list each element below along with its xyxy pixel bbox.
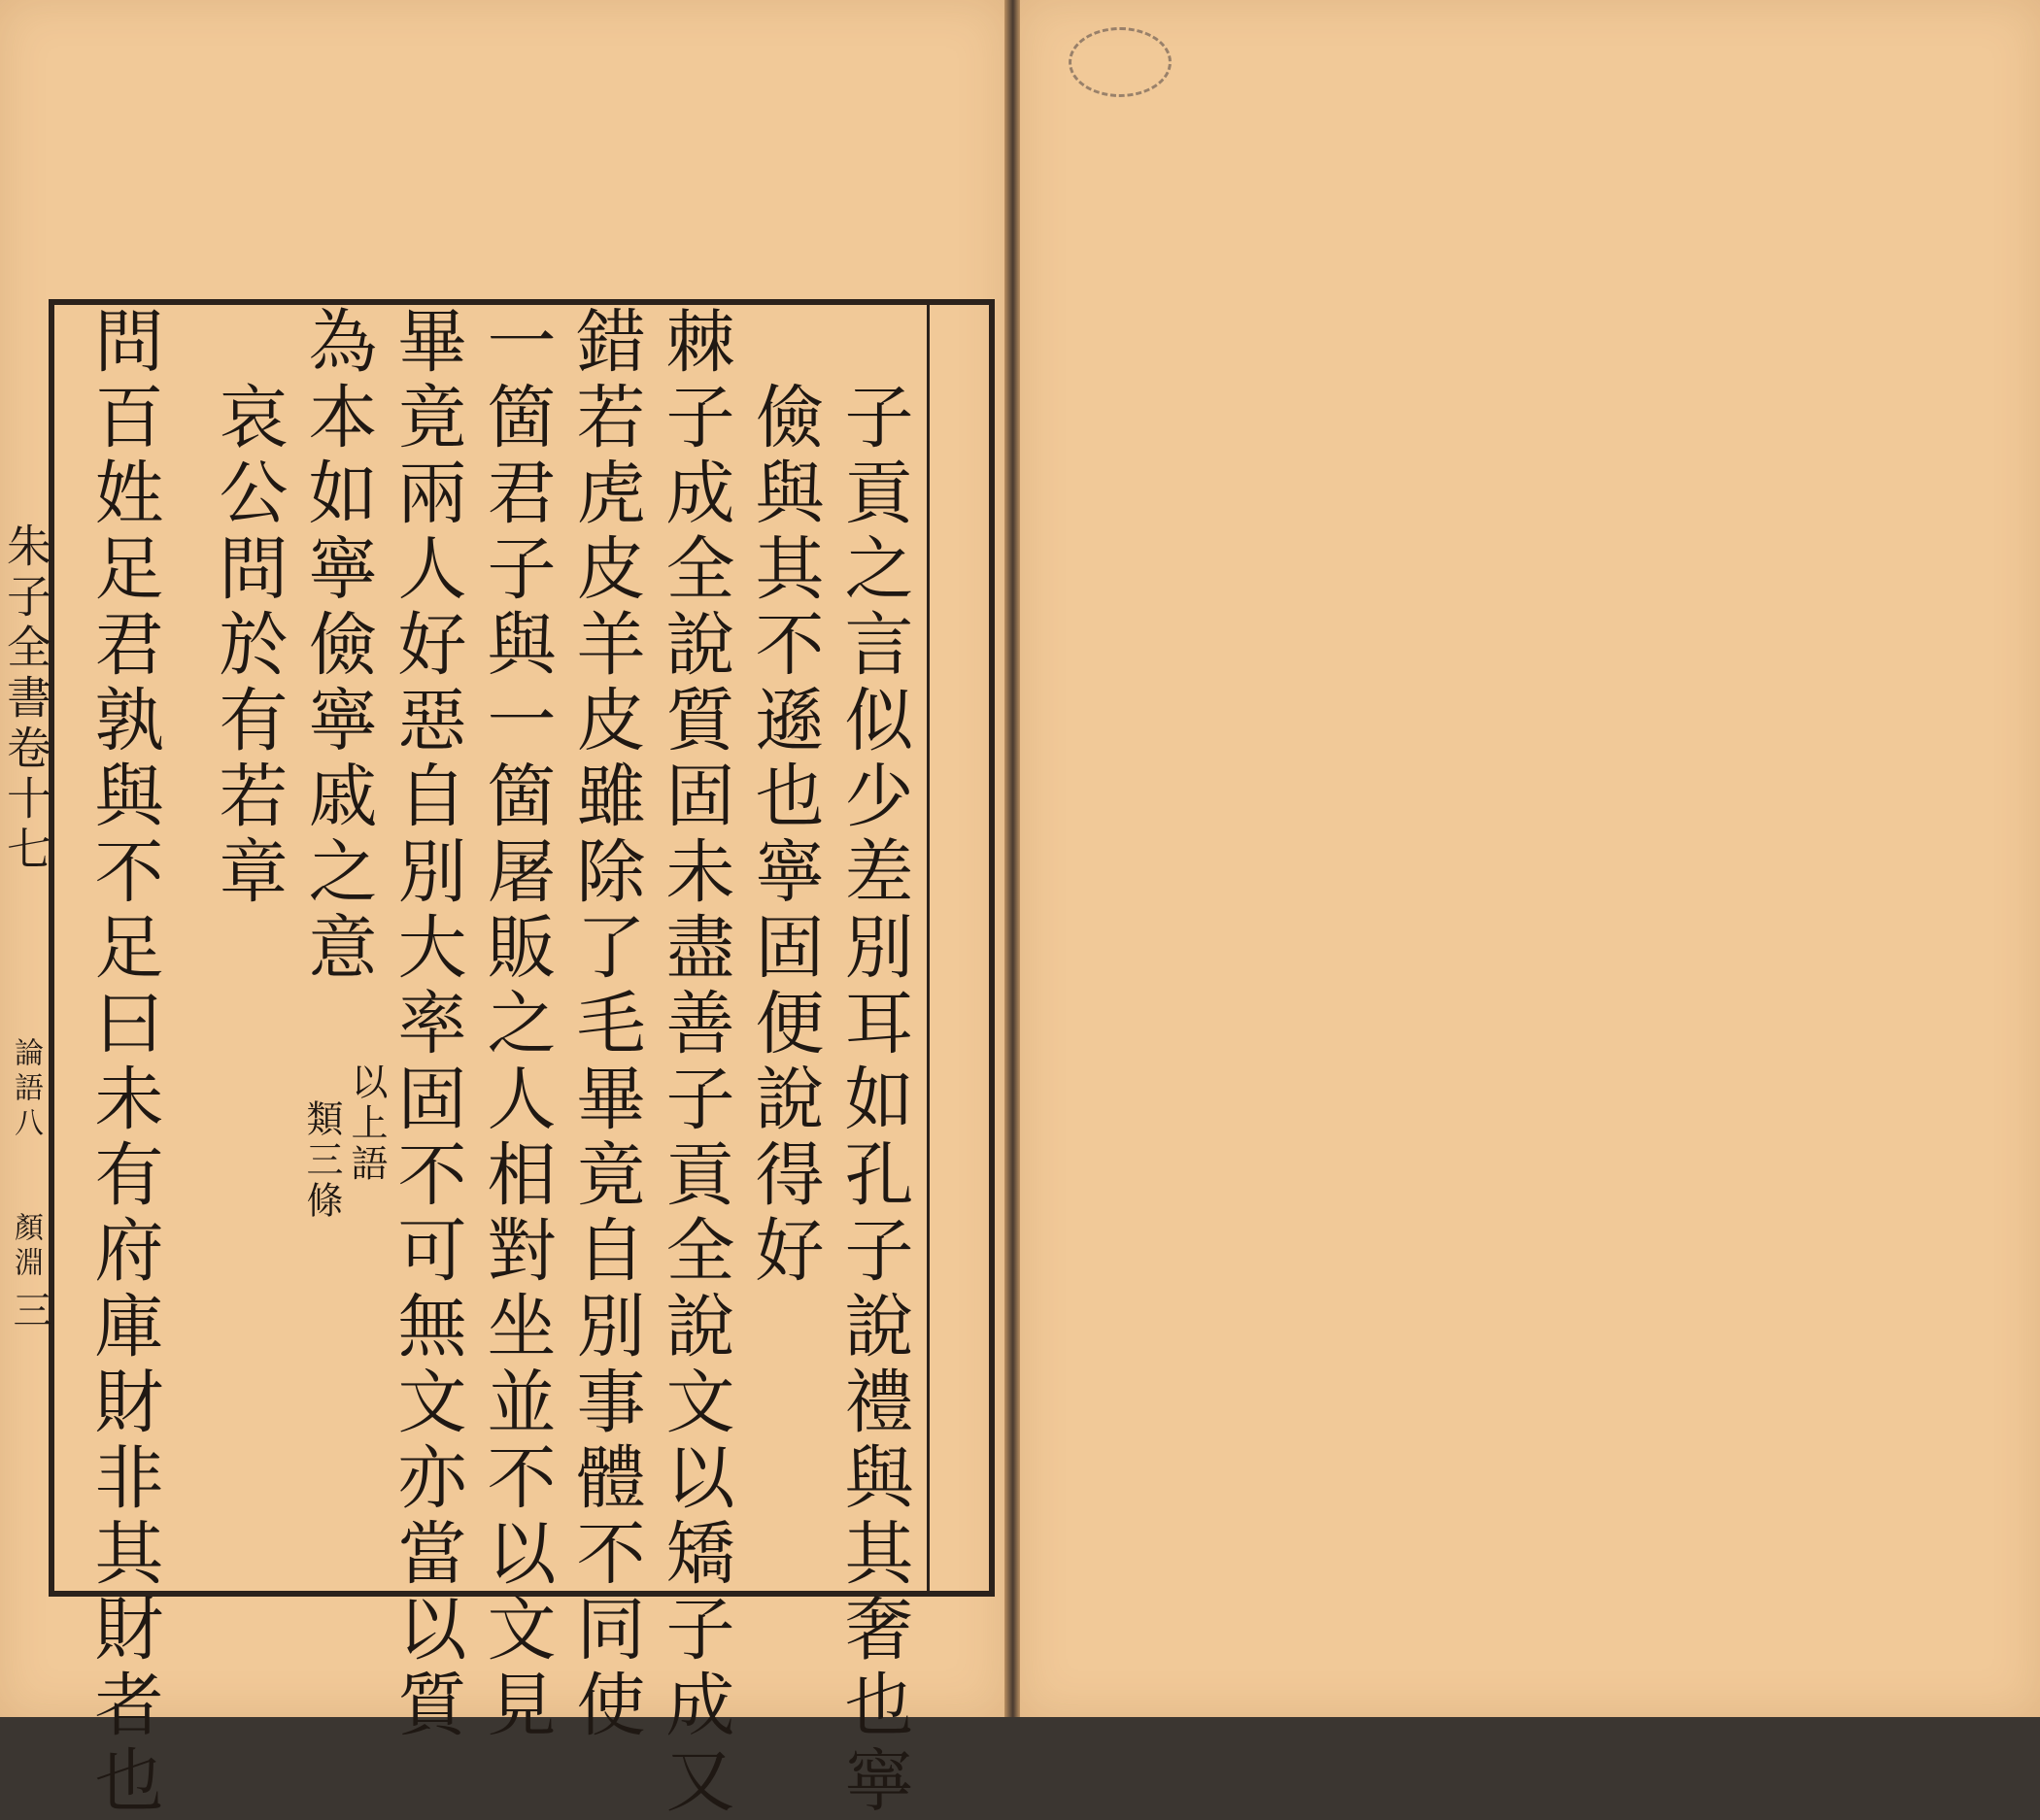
left-note-1: 以上語: [345, 1062, 388, 1185]
left-column-8: 哀公問於有若章: [208, 381, 289, 911]
library-stamp: [1069, 27, 1172, 97]
left-margin-folio: 三: [7, 1290, 51, 1334]
book-gutter: [1004, 0, 1020, 1717]
left-column-6: 畢竟兩人好惡自別大率固不可無文亦當以質: [387, 305, 467, 1744]
left-frame-rule: [927, 305, 930, 1591]
left-column-3: 棘子成全說質固未盡善子貢全說文以矯子成又: [655, 305, 735, 1820]
left-margin-section: 論語八: [9, 1037, 43, 1142]
left-note-2: 類三條: [300, 1099, 343, 1222]
left-column-7: 為本如寧儉寧戚之意: [297, 305, 378, 987]
left-margin-title: 朱子全書卷十七: [0, 522, 52, 876]
left-column-4: 錯若虎皮羊皮雖除了毛畢竟自別事體不同使: [565, 305, 646, 1744]
left-column-2: 儉與其不遜也寧固便說得好: [744, 381, 825, 1290]
left-text-frame: [49, 299, 995, 1820]
left-margin-chapter: 顏淵: [9, 1212, 43, 1282]
left-column-9: 問百姓足君孰與不足曰未有府庫財非其財者也: [84, 305, 164, 1820]
left-margin-strip: [0, 299, 51, 1597]
left-page: [0, 0, 1004, 1820]
left-column-1: 子貢之言似少差別耳如孔子說禮與其奢也寧: [833, 381, 914, 1820]
left-column-5: 一箇君子與一箇屠販之人相對坐並不以文見: [476, 305, 557, 1744]
right-page: [1020, 0, 2040, 1717]
